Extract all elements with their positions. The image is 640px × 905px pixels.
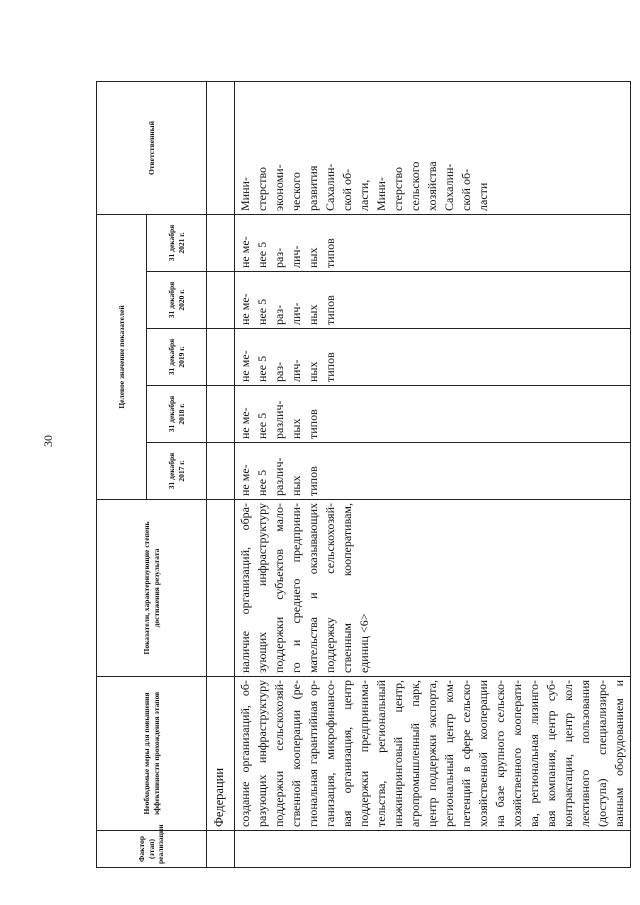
header-indicator: Показатели, характеризующие степень достижения результата <box>97 500 207 677</box>
value-2020: не ме- нее 5 раз- лич- ных типов <box>235 272 631 329</box>
page-number: 30 <box>41 435 55 447</box>
section-2020-cell <box>207 272 235 329</box>
section-2021-cell <box>207 215 235 272</box>
header-responsible: Ответственный <box>97 82 207 215</box>
row-measures <box>235 677 631 831</box>
row-indicator <box>235 500 631 677</box>
header-measures: Необходимые меры для повышения эффективности прохождения этапов <box>97 677 207 831</box>
row-responsible <box>235 82 631 215</box>
section-label: Федерации <box>207 677 235 831</box>
header-year-2018: 31 декабря 2018 г. <box>147 386 207 443</box>
header-year-2020: 31 декабря 2020 г. <box>147 272 207 329</box>
header-factor: Фактор (этап) реализации <box>97 831 207 868</box>
header-target-values: Целевое значение показателей <box>97 215 147 500</box>
section-2019-cell <box>207 329 235 386</box>
header-year-2019: 31 декабря 2019 г. <box>147 329 207 386</box>
responsible-text: Мини- стерство экономи- ческого развития Сахалин- ской об- ласти, Мини- стерство сельского хозяйства Сахалин- ской об- ласти <box>238 161 490 211</box>
rotated-table-container <box>96 82 626 868</box>
header-year-2017: 31 декабря 2017 г. <box>147 443 207 500</box>
value-2018: не ме- нее 5 различ- ных типов <box>235 386 631 443</box>
section-2017-cell <box>207 443 235 500</box>
measures-text: создание организаций, об- разующих инфраструктуру поддержки сельскохозяй- ственной кооперации (ре- гиональная гарантийная ор- ганизация, микрофинансо- вая организация, центр поддержки предпринима- тельства, региональный инжиниринговый центр, агропромышленный парк, центр поддержки экспорта, региональный центр ком- петенций в сфере сельско- хозяйственной кооперации на базе крупного сельско- хозяйственного кооперати- ва, региональная лизинго- вая компания, центр суб- контрактации, центр кол- лективного пользования (доступа) специализиро- ванным оборудованием и <box>238 680 626 827</box>
section-responsible-cell <box>207 82 235 215</box>
section-factor-cell <box>207 831 235 868</box>
value-2019: не ме- нее 5 раз- лич- ных типов <box>235 329 631 386</box>
section-2018-cell <box>207 386 235 443</box>
value-2021: не ме- нее 5 раз- лич- ных типов <box>235 215 631 272</box>
header-year-2021: 31 декабря 2021 г. <box>147 215 207 272</box>
targets-table <box>96 81 631 868</box>
indicator-text: наличие организаций, обра- зующих инфраструктуру поддержки субъектов мало- го и среднего предприни- мательства и оказывающих поддержку сельскохозяй- ственным кооперативам, единиц <6> <box>238 503 371 673</box>
row-factor-cell <box>235 831 631 868</box>
value-2017: не ме- нее 5 различ- ных типов <box>235 443 631 500</box>
section-indicator-cell <box>207 500 235 677</box>
